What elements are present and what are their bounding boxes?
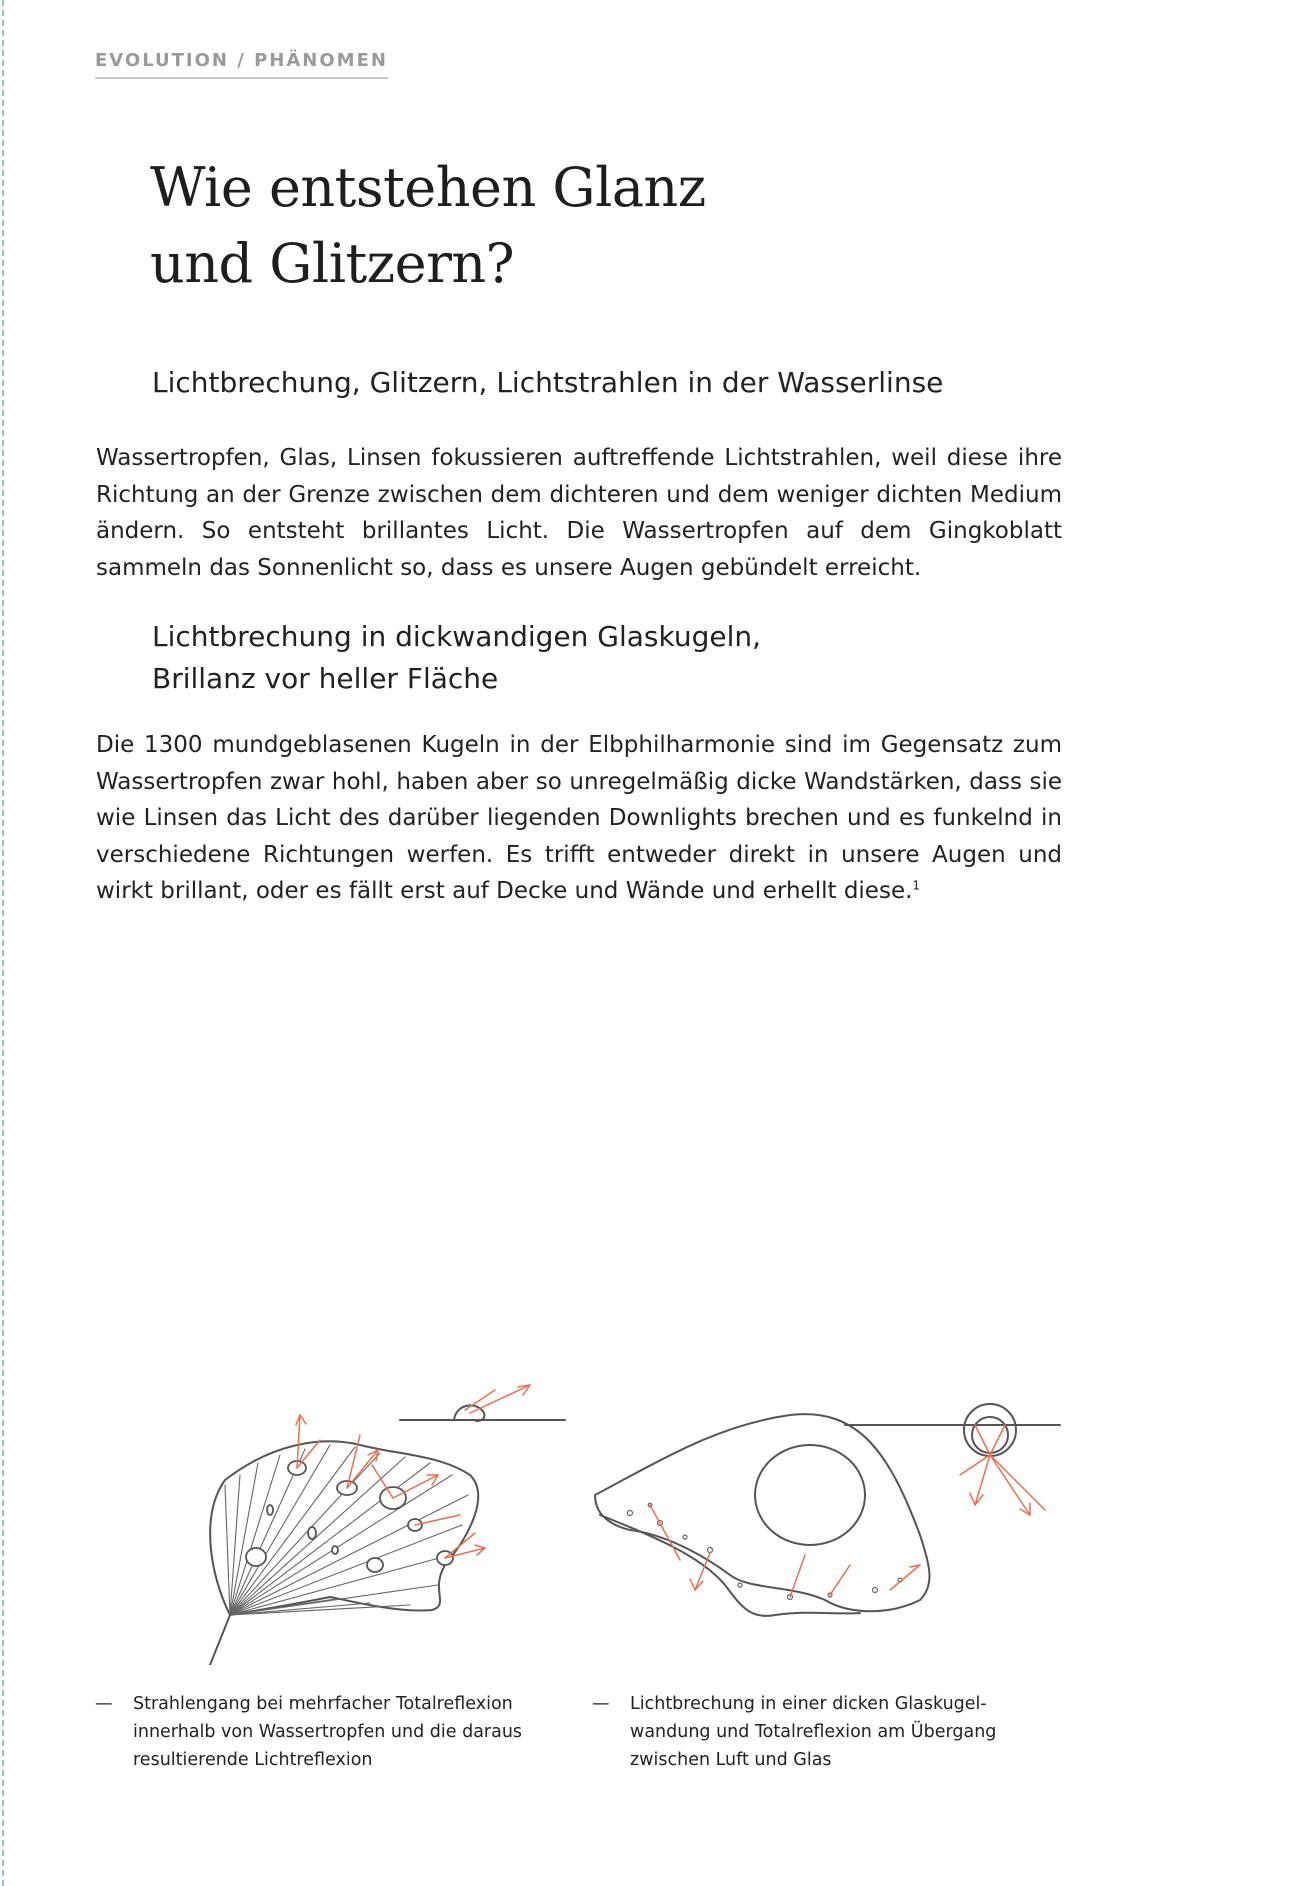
ginkgo-leaf-illustration (200, 1365, 620, 1665)
caption-dash: — (592, 1694, 610, 1714)
caption-dash: — (95, 1694, 113, 1714)
page-title-line-1: Wie entstehen Glanz (150, 156, 706, 219)
section-1-paragraph (96, 440, 1062, 586)
section-1-heading: Lichtbrechung, Glitzern, Lichtstrahlen in der Wasserlinse (152, 366, 944, 399)
section-2-heading (152, 616, 761, 700)
caption-line: Strahlengang bei mehrfacher Totalreflexion (133, 1694, 513, 1714)
caption-line: wandung und Totalreflexion am Übergang (630, 1722, 997, 1742)
left-figure-caption (95, 1690, 523, 1774)
caption-line: innerhalb von Wassertropfen und die daraus (133, 1722, 523, 1742)
glass-sphere-illustration (590, 1385, 1070, 1665)
footnote-marker: 1 (912, 878, 921, 893)
caption-line: resultierende Lichtreflexion (133, 1750, 373, 1770)
caption-line: Lichtbrechung in einer dicken Glaskugel- (630, 1694, 987, 1714)
page-title (150, 150, 706, 302)
section-2-paragraph (96, 727, 1062, 910)
section-2-paragraph-text: Die 1300 mundgeblasenen Kugeln in der Elbphilharmonie sind im Gegensatz zum Wassertropfen zwar hohl, haben aber so unregelmäßig dicke Wandstärken, dass sie wie Linsen das Licht des darüber liegenden Downlights brechen und es funkelnd in verschiedene Richtungen werfen. Es trifft entweder direkt in unsere Augen und wirkt brillant, oder es fällt erst auf Decke und Wände und erhellt diese. (96, 732, 1062, 904)
section-label: EVOLUTION / PHÄNOMEN (95, 50, 388, 79)
binding-edge (2, 0, 4, 1886)
caption-line: zwischen Luft und Glas (630, 1750, 832, 1770)
right-figure-caption (592, 1690, 997, 1774)
section-2-heading-line-2: Brillanz vor heller Fläche (152, 662, 499, 695)
section-1-paragraph-text: Wassertropfen, Glas, Linsen fokussieren auftreffende Lichtstrahlen, weil diese ihre Richtung an der Grenze zwischen dem dichteren und dem weniger dichten Medium ändern. So entsteht brillantes Licht. Die Wassertropfen auf dem Gingkoblatt sammeln das Sonnenlicht so, dass es unsere Augen gebündelt erreicht. (96, 445, 1062, 581)
page-title-line-2: und Glitzern? (150, 232, 515, 295)
section-2-heading-line-1: Lichtbrechung in dickwandigen Glaskugeln, (152, 620, 762, 653)
